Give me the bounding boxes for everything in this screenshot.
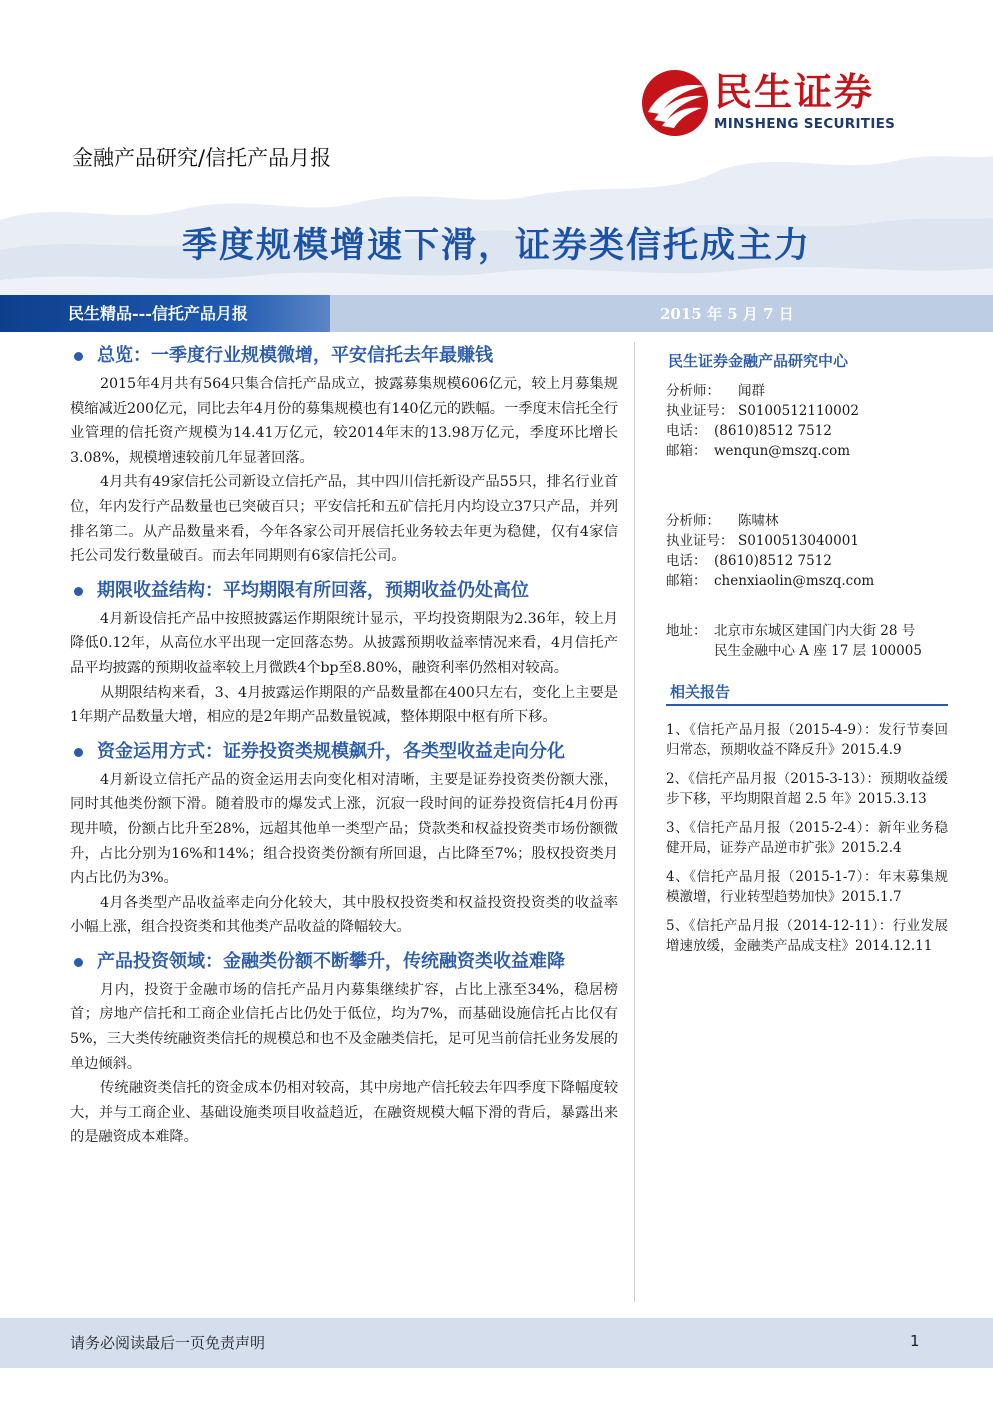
section-heading-text: 总览：一季度行业规模微增，平安信托去年最赚钱 xyxy=(97,345,493,366)
email-label: 邮箱： xyxy=(666,573,707,589)
bullet-icon xyxy=(74,748,83,757)
address-line: 北京市东城区建国门内大街 28 号 xyxy=(714,623,916,639)
address-block xyxy=(666,621,948,661)
page-number: 1 xyxy=(910,1332,920,1350)
paragraph: 4月新设立信托产品的资金运用去向变化相对清晰，主要是证券投资类份额大涨，同时其他类份额下滑。随着股市的爆发式上涨，沉寂一段时间的证券投资信托4月份再现井喷，份额占比升至28%，远超其他单一类型产品；贷款类和权益投资类市场份额微升，占比分别为16%和14%；组合投资类份额有所回退，占比降至7%；股权投资类月内占比仍为3%。 xyxy=(70,771,618,887)
page-footer xyxy=(0,1318,993,1368)
phone-label: 电话： xyxy=(666,423,707,439)
report-date: 2015 年 5 月 7 日 xyxy=(660,305,794,323)
related-reports-title: 相关报告 xyxy=(670,683,731,701)
analyst-card xyxy=(666,381,948,461)
phone-number: (8610)8512 7512 xyxy=(714,423,832,439)
report-category: 金融产品研究/信托产品月报 xyxy=(72,146,332,170)
logo-name-en: MINSHENG SECURITIES xyxy=(714,116,896,132)
cert-number: S0100512110002 xyxy=(738,403,859,419)
bullet-icon xyxy=(74,587,83,596)
column-divider xyxy=(634,342,635,1302)
section-heading-text: 资金运用方式：证券投资类规模飙升，各类型收益走向分化 xyxy=(97,740,565,762)
paragraph: 月内，投资于金融市场的信托产品月内募集继续扩容，占比上涨至34%，稳居榜首；房地产信托和工商企业信托占比仍处于低位，均为7%，而基础设施信托占比仅有5%，三大类传统融资类信托的规模总和也不及金融类信托，足可见当前信托业务发展的单边倾斜。 xyxy=(70,981,618,1072)
logo-name-cn: 民生证券 xyxy=(714,70,875,114)
research-center-name: 民生证券金融产品研究中心 xyxy=(668,352,849,370)
section-heading xyxy=(70,738,618,768)
address-label: 地址： xyxy=(666,623,707,639)
minsheng-logo-icon xyxy=(640,68,710,138)
analyst-label: 分析师： xyxy=(666,513,720,529)
analyst-card xyxy=(666,511,948,591)
cert-number: S0100513040001 xyxy=(738,533,859,549)
paragraph: 2015年4月共有564只集合信托产品成立，披露募集规模606亿元，较上月募集规模缩减近200亿元，同比去年4月份的募集规模也有140亿元的跌幅。一季度末信托全行业管理的信托资产规模为14.41万亿元，较2014年末的13.98万亿元，季度环比增长3.08%，规模增速较前几年显著回落。 xyxy=(70,376,618,466)
related-report-link[interactable]: 3、《信托产品月报（2015-2-4）：新年业务稳健开局，证券产品逆市扩张》2015.2.4 xyxy=(666,820,948,856)
report-banner xyxy=(0,295,993,332)
bullet-icon xyxy=(74,958,83,967)
related-reports-rule xyxy=(666,704,948,706)
company-logo xyxy=(640,68,930,138)
paragraph: 4月新设信托产品中按照披露运作期限统计显示，平均投资期限为2.36年，较上月降低0.12年，从高位水平出现一定回落态势。从披露预期收益率情况来看，4月信托产品平均披露的预期收益率较上月微跌4个bp至8.80%，融资利率仍然相对较高。 xyxy=(70,610,618,676)
section-heading xyxy=(70,342,618,372)
cert-label: 执业证号： xyxy=(666,403,734,419)
section-heading xyxy=(70,948,618,978)
banner-label: 民生精品---信托产品月报 xyxy=(68,304,248,323)
analyst-name: 陈啸林 xyxy=(738,513,779,529)
paragraph: 4月共有49家信托公司新设立信托产品，其中四川信托新设产品55只，排名行业首位，年内发行产品数量也已突破百只；平安信托和五矿信托月内均设立37只产品，并列排名第二。从产品数量来看，今年各家公司开展信托业务较去年更为稳健，仅有4家信托公司发行数量破百。而去年同期则有6家信托公司。 xyxy=(70,474,618,565)
section-heading-text: 产品投资领域：金融类份额不断攀升，传统融资类收益难降 xyxy=(97,950,565,972)
analyst-name: 闻群 xyxy=(738,383,765,399)
sidebar xyxy=(666,350,948,956)
phone-number: (8610)8512 7512 xyxy=(714,553,832,569)
paragraph: 从期限结构来看，3、4月披露运作期限的产品数量都在400只左右，变化上主要是1年期产品数量大增，相应的是2年期产品数量锐减，整体期限中枢有所下移。 xyxy=(70,684,618,726)
cert-label: 执业证号： xyxy=(666,533,734,549)
section-heading xyxy=(70,577,618,607)
address-line: 民生金融中心 A 座 17 层 100005 xyxy=(714,643,922,659)
analyst-label: 分析师： xyxy=(666,383,720,399)
section-heading-text: 期限收益结构：平均期限有所回落，预期收益仍处高位 xyxy=(97,579,529,601)
paragraph: 传统融资类信托的资金成本仍相对较高，其中房地产信托较去年四季度下降幅度较大，并与工商企业、基础设施类项目收益趋近，在融资规模大幅下滑的背后，暴露出来的是融资成本难降。 xyxy=(70,1080,618,1146)
banner-left-block xyxy=(0,295,330,332)
main-content xyxy=(70,342,618,1150)
bullet-icon xyxy=(74,352,83,361)
email-address[interactable]: wenqun@mszq.com xyxy=(714,443,851,459)
related-report-link[interactable]: 4、《信托产品月报（2015-1-7）：年末募集规模激增，行业转型趋势加快》2015.1.7 xyxy=(666,869,948,905)
paragraph: 4月各类型产品收益率走向分化较大，其中股权投资类和权益投资投资类的收益率小幅上涨，组合投资类和其他类产品收益的降幅较大。 xyxy=(70,894,618,936)
disclaimer-note: 请务必阅读最后一页免责声明 xyxy=(70,1334,266,1352)
related-reports-header xyxy=(666,681,948,705)
phone-label: 电话： xyxy=(666,553,707,569)
related-report-link[interactable]: 5、《信托产品月报（2014-12-11）：行业发展增速放缓，金融类产品成支柱》2014.12.11 xyxy=(666,918,948,954)
email-address[interactable]: chenxiaolin@mszq.com xyxy=(714,573,875,589)
related-report-link[interactable]: 2、《信托产品月报（2015-3-13）：预期收益缓步下移，平均期限首超 2.5 年》2015.3.13 xyxy=(666,771,948,807)
email-label: 邮箱： xyxy=(666,443,707,459)
related-report-link[interactable]: 1、《信托产品月报（2015-4-9）：发行节奏回归常态，预期收益不降反升》2015.4.9 xyxy=(666,722,948,758)
report-title: 季度规模增速下滑，证券类信托成主力 xyxy=(181,226,811,266)
